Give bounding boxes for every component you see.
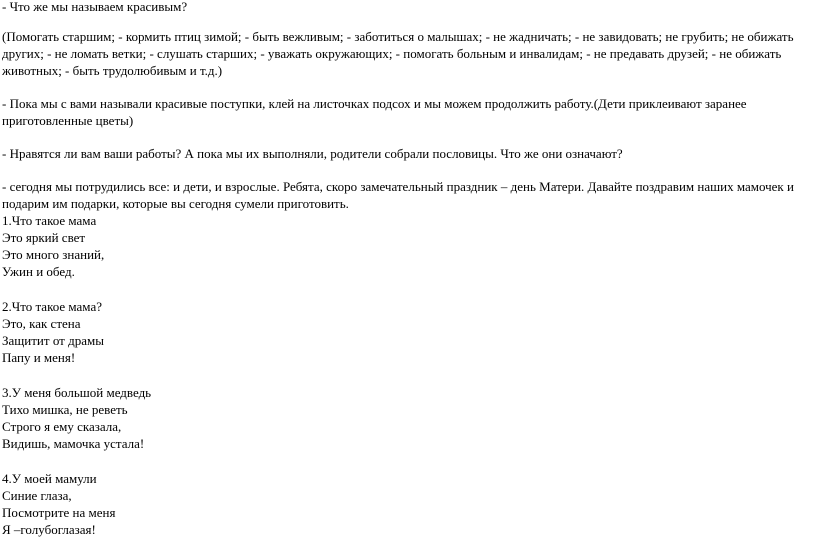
mothers-day-paragraph: - сегодня мы потрудились все: и дети, и взрослые. Ребята, скоро замечательный праздник – день Матери. Давайте поздравим наших мамочек и подарим им подарки, которые вы сегодня сумели приготовить. (2, 179, 794, 211)
poem-4 (2, 470, 804, 538)
poem-line: Это, как стена (2, 316, 81, 331)
poem-line: Тихо мишка, не реветь (2, 402, 128, 417)
poem-line: Это яркий свет (2, 230, 86, 245)
poem-line: Видишь, мамочка устала! (2, 436, 145, 451)
question-paragraph: - Что же мы называем красивым? (2, 0, 188, 14)
poem-line: Синие глаза, (2, 488, 72, 503)
work-paragraph: - Пока мы с вами называли красивые поступки, клей на листочках подсох и мы можем продолжить работу.(Дети приклеивают заранее приготовленные цветы) (2, 96, 747, 128)
poem-line: Строго я ему сказала, (2, 419, 122, 434)
poem-line: 1.Что такое мама (2, 213, 97, 228)
poem-line: Я –голубоглазая! (2, 522, 96, 537)
proverbs-paragraph: - Нравятся ли вам ваши работы? А пока мы их выполняли, родители собрали пословицы. Что же они означают? (2, 146, 623, 161)
poem-line: Ужин и обед. (2, 264, 75, 279)
poem-2 (2, 298, 804, 366)
poem-line: 3.У меня большой медведь (2, 385, 152, 400)
poem-line: Посмотрите на меня (2, 505, 116, 520)
poem-3 (2, 384, 804, 452)
poem-line: Это много знаний, (2, 247, 105, 262)
answers-paragraph: (Помогать старшим; - кормить птиц зимой; - быть вежливым; - заботиться о малышах; - не жадничать; - не завидовать; не грубить; не обижать других; - не ломать ветки; - слушать старших; - уважать окружающих; - помогать больным и инвалидам; - не предавать друзей; - не обижать животных; - быть трудолюбивым и т.д.) (2, 29, 794, 78)
poem-line: 4.У моей мамули (2, 471, 97, 486)
poem-1 (2, 212, 804, 280)
poem-line: Защитит от драмы (2, 333, 104, 348)
poem-line: 2.Что такое мама? (2, 299, 102, 314)
poem-line: Папу и меня! (2, 350, 76, 365)
